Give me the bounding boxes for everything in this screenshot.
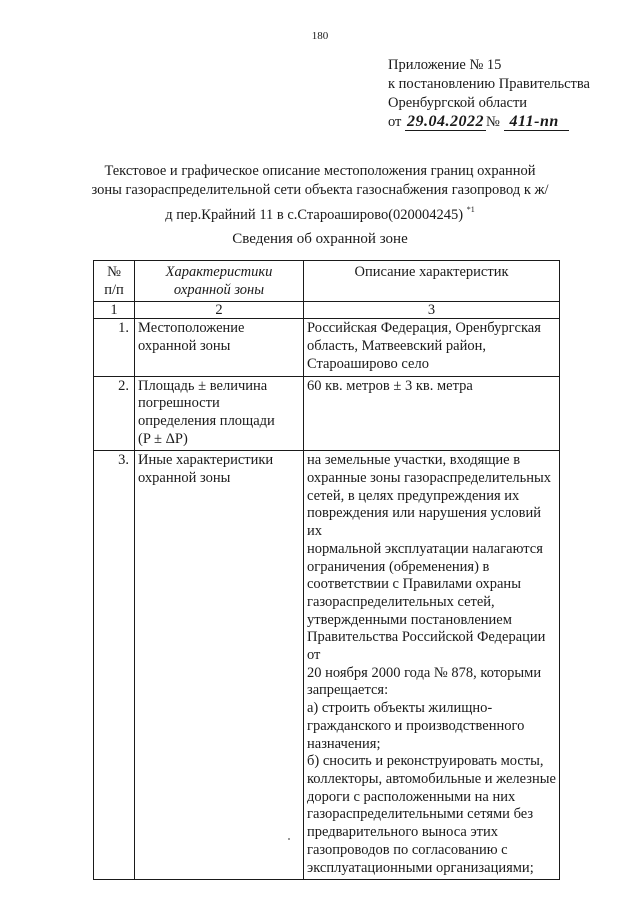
document-title-text: Текстовое и графическое описание местоположения границ охранной зоны газораспределительной сети объекта газоснабжения газопровод к ж/д пер.Крайний 11 в с.Староаширово(020004245) (91, 163, 549, 223)
column-number-2: 2 (135, 302, 304, 319)
table-row (94, 376, 560, 451)
row-characteristic: Иные характеристики охранной зоны (135, 451, 304, 880)
document-title (90, 162, 550, 225)
from-label: от (388, 114, 402, 130)
header-number: № п/п (94, 261, 135, 302)
handwritten-number: 411-пп (504, 114, 569, 131)
appendix-line-2: к постановлению Правительства (388, 76, 590, 92)
appendix-line-1: Приложение № 15 (388, 57, 502, 73)
row-number: 3. (94, 451, 135, 880)
header-characteristics: Характеристики охранной зоны (135, 261, 304, 302)
row-number: 1. (94, 319, 135, 376)
table-row (94, 319, 560, 376)
appendix-block (388, 56, 628, 132)
row-characteristic: Площадь ± величина погрешности определения площади (P ± ΔP) (135, 376, 304, 451)
row-number: 2. (94, 376, 135, 451)
scan-mark (288, 838, 290, 840)
appendix-date-line (388, 113, 628, 132)
table-column-numbers-row (94, 302, 560, 319)
column-number-3: 3 (304, 302, 560, 319)
row-description: 60 кв. метров ± 3 кв. метра (304, 376, 560, 451)
row-description: Российская Федерация, Оренбургская область, Матвеевский район, Староаширово село (304, 319, 560, 376)
number-label: № (486, 114, 500, 130)
row-description: на земельные участки, входящие в охранные зоны газораспределительных сетей, в целях предупреждения их повреждения или нарушения условий их нормальной эксплуатации налагаются ограничения (обременения) в соответствии с Правилами охраны газораспределительных сетей, утвержденными постановлением Правительства Российской Федерации от 20 ноября 2000 года № 878, которыми запрещается: а) строить объекты жилищно- гражданского и производственного назначения; б) сносить и реконструировать мосты, коллекторы, автомобильные и железные дороги с расположенными на них газораспределительными сетями без предварительного выноса этих газопроводов по согласованию с эксплуатационными организациями; (304, 451, 560, 880)
section-title: Сведения об охранной зоне (232, 231, 408, 247)
protection-zone-table (93, 260, 560, 880)
table-row (94, 451, 560, 880)
appendix-line-3: Оренбургской области (388, 95, 528, 111)
table-header-row (94, 261, 560, 302)
title-footnote-marker: *1 (466, 205, 475, 214)
column-number-1: 1 (94, 302, 135, 319)
handwritten-date: 29.04.2022 (407, 113, 485, 130)
page-number: 180 (311, 30, 329, 42)
header-description: Описание характеристик (304, 261, 560, 302)
row-characteristic: Местоположение охранной зоны (135, 319, 304, 376)
